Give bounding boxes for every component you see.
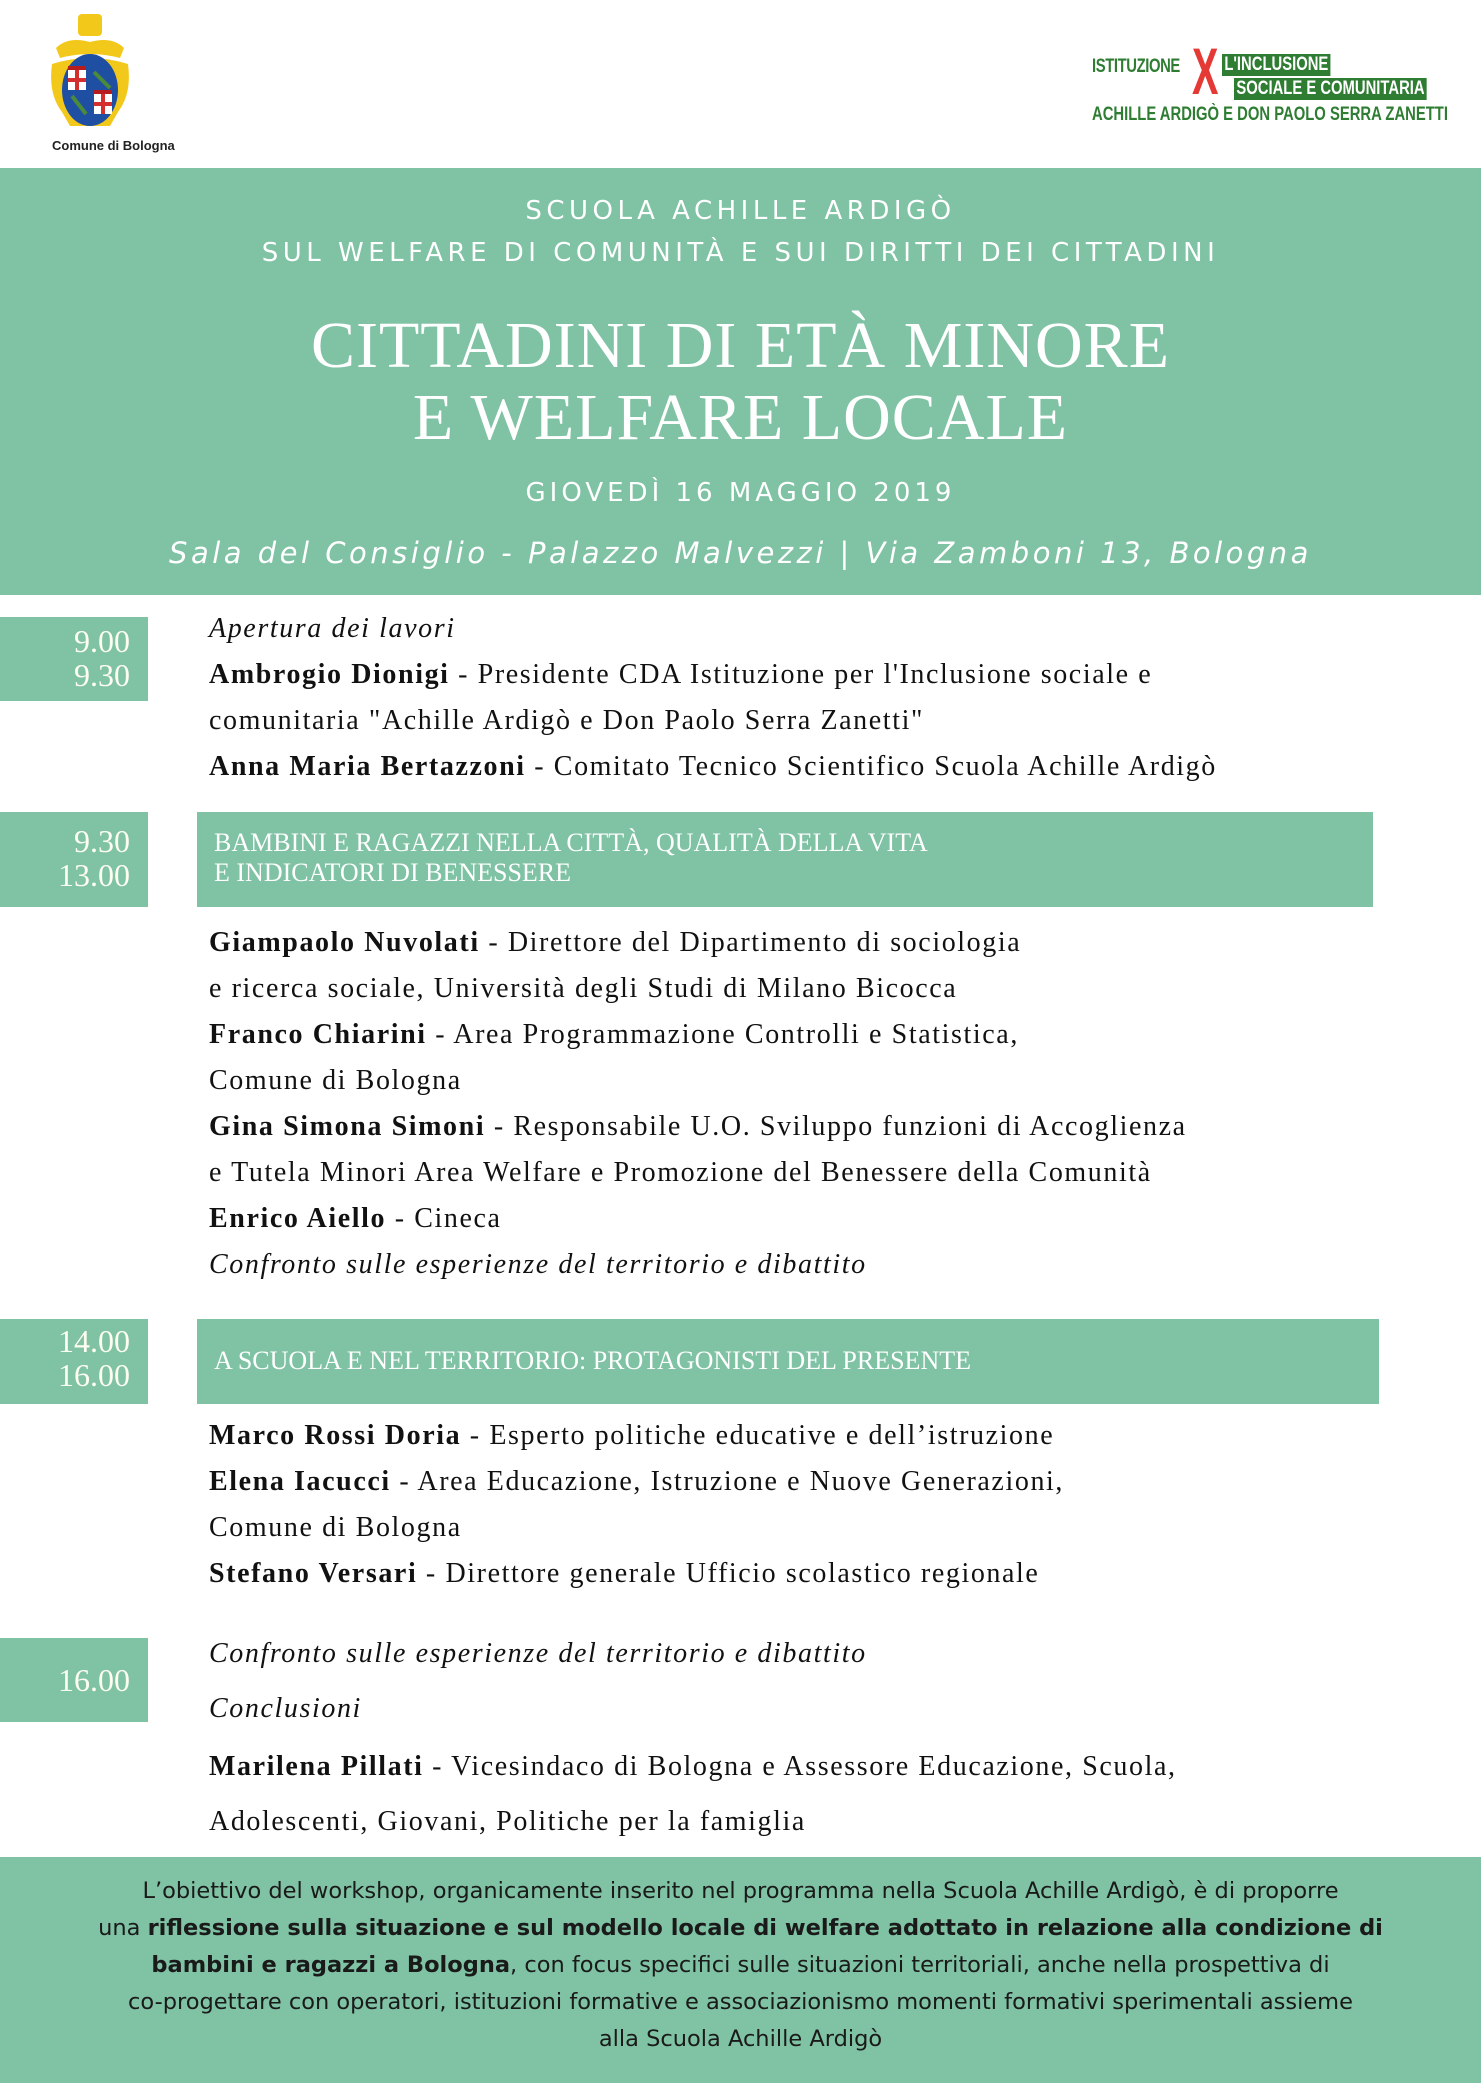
logo-line-names: ACHILLE ARDIGÒ E DON PAOLO SERRA ZANETTI xyxy=(1092,104,1448,125)
speaker-name: Marilena Pillati xyxy=(209,1751,424,1782)
time-slot-3 xyxy=(0,1319,148,1404)
slot-heading: Apertura dei lavori xyxy=(209,613,456,644)
logo-box-inclusione: L'INCLUSIONE xyxy=(1222,54,1331,76)
description-line xyxy=(0,1910,1481,1947)
speaker-line xyxy=(209,1466,1064,1498)
istituzione-inclusione-logo xyxy=(1086,34,1456,140)
description-line: alla Scuola Achille Ardigò xyxy=(598,2026,883,2052)
description-emphasis: bambini e ragazzi a Bologna xyxy=(151,1952,511,1978)
speaker-role-cont: e Tutela Minori Area Welfare e Promozione del Benessere della Comunità xyxy=(209,1157,1152,1188)
school-name: SCUOLA ACHILLE ARDIGÒ xyxy=(525,196,956,226)
speaker-line xyxy=(209,1751,1177,1783)
speaker-name: Anna Maria Bertazzoni xyxy=(209,751,526,782)
section-title: A SCUOLA E NEL TERRITORIO: PROTAGONISTI DEL PRESENTE xyxy=(214,1346,971,1375)
speaker-role: - Direttore del Dipartimento di sociologia xyxy=(479,927,1022,958)
event-venue: Sala del Consiglio - Palazzo Malvezzi | Via Zamboni 13, Bologna xyxy=(169,536,1312,570)
conclusions-heading: Conclusioni xyxy=(209,1693,362,1724)
time-end: 16.00 xyxy=(58,1357,130,1393)
time-start: 14.00 xyxy=(58,1323,130,1359)
speaker-name: Enrico Aiello xyxy=(209,1203,387,1234)
section-bar xyxy=(197,812,1373,907)
debate-note: Confronto sulle esperienze del territorio e dibattito xyxy=(209,1249,867,1280)
school-subtitle: SUL WELFARE DI COMUNITÀ E SUI DIRITTI DEI CITTADINI xyxy=(261,238,1220,268)
speaker-line xyxy=(209,751,1217,783)
speaker-role: - Esperto politiche educative e dell’istruzione xyxy=(461,1420,1055,1451)
time-slot-2 xyxy=(0,812,148,907)
speaker-name: Stefano Versari xyxy=(209,1558,418,1589)
event-title xyxy=(0,310,1481,454)
speaker-role-cont: Comune di Bologna xyxy=(209,1512,462,1543)
logo-box-sociale: SOCIALE E COMUNITARIA xyxy=(1234,78,1427,100)
speaker-role: - Vicesindaco di Bologna e Assessore Educazione, Scuola, xyxy=(423,1751,1177,1782)
speaker-line xyxy=(209,1019,1019,1051)
speaker-name: Gina Simona Simoni xyxy=(209,1111,486,1142)
speaker-role-cont: e ricerca sociale, Università degli Studi di Milano Bicocca xyxy=(209,973,958,1004)
speaker-role-cont: Comune di Bologna xyxy=(209,1065,462,1096)
description-text: una xyxy=(98,1915,148,1941)
speaker-line xyxy=(209,1203,502,1235)
speaker-role: - Direttore generale Ufficio scolastico regionale xyxy=(417,1558,1040,1589)
time-end: 13.00 xyxy=(58,857,130,893)
time-end: 9.30 xyxy=(74,657,130,693)
section-title-line-1: BAMBINI E RAGAZZI NELLA CITTÀ, QUALITÀ DELLA VITA xyxy=(214,828,928,857)
speaker-name: Ambrogio Dionigi xyxy=(209,659,450,690)
speaker-role: - Area Educazione, Istruzione e Nuove Generazioni, xyxy=(390,1466,1065,1497)
speaker-name: Marco Rossi Doria xyxy=(209,1420,462,1451)
speaker-line xyxy=(209,1558,1039,1590)
time-start: 9.00 xyxy=(74,623,130,659)
description-text: , con focus specifici sulle situazioni territoriali, anche nella prospettiva di xyxy=(510,1952,1330,1978)
description-line: L’obiettivo del workshop, organicamente inserito nel programma nella Scuola Achille Ardigò, è di proporre xyxy=(142,1878,1339,1904)
event-title-line-1: CITTADINI DI ETÀ MINORE xyxy=(310,309,1171,382)
speaker-name: Franco Chiarini xyxy=(209,1019,427,1050)
event-date: GIOVEDÌ 16 MAGGIO 2019 xyxy=(525,478,956,508)
event-title-line-2: E WELFARE LOCALE xyxy=(412,381,1069,454)
speaker-role-cont: comunitaria "Achille Ardigò e Don Paolo Serra Zanetti" xyxy=(209,705,924,736)
time-start: 16.00 xyxy=(58,1662,130,1698)
time-slot-4 xyxy=(0,1638,148,1722)
time-start: 9.30 xyxy=(74,823,130,859)
description-line: co-progettare con operatori, istituzioni formative e associazionismo momenti formativi sperimentali assieme xyxy=(128,1989,1353,2015)
logo-caption: Comune di Bologna xyxy=(52,138,175,153)
workshop-description xyxy=(0,1857,1481,2083)
speaker-line xyxy=(209,1111,1187,1143)
speaker-name: Elena Iacucci xyxy=(209,1466,391,1497)
speaker-line xyxy=(209,1420,1054,1452)
speaker-name: Giampaolo Nuvolati xyxy=(209,927,480,958)
section-title-line-2: E INDICATORI DI BENESSERE xyxy=(214,858,572,887)
logo-red-x-icon: X xyxy=(1192,34,1219,108)
description-emphasis: riflessione sulla situazione e sul modello locale di welfare adottato in relazione alla condizione di xyxy=(147,1915,1383,1941)
debate-note: Confronto sulle esperienze del territorio e dibattito xyxy=(209,1638,867,1669)
speaker-line xyxy=(209,659,1152,691)
time-slot-1 xyxy=(0,617,148,701)
section-bar xyxy=(197,1319,1379,1404)
speaker-role: - Area Programmazione Controlli e Statistica, xyxy=(426,1019,1019,1050)
logo-line-istituzione: ISTITUZIONE xyxy=(1092,56,1180,77)
comune-di-bologna-logo xyxy=(42,14,202,160)
description-line xyxy=(0,1947,1481,1984)
hero-banner xyxy=(0,168,1481,595)
speaker-role: - Responsabile U.O. Sviluppo funzioni di Accoglienza xyxy=(485,1111,1187,1142)
speaker-role: - Cineca xyxy=(386,1203,502,1234)
bologna-coat-of-arms-icon xyxy=(48,14,132,134)
speaker-line xyxy=(209,927,1021,959)
speaker-role-cont: Adolescenti, Giovani, Politiche per la famiglia xyxy=(209,1806,806,1837)
speaker-role: - Comitato Tecnico Scientifico Scuola Achille Ardigò xyxy=(525,751,1217,782)
speaker-role: - Presidente CDA Istituzione per l'Inclusione sociale e xyxy=(449,659,1153,690)
